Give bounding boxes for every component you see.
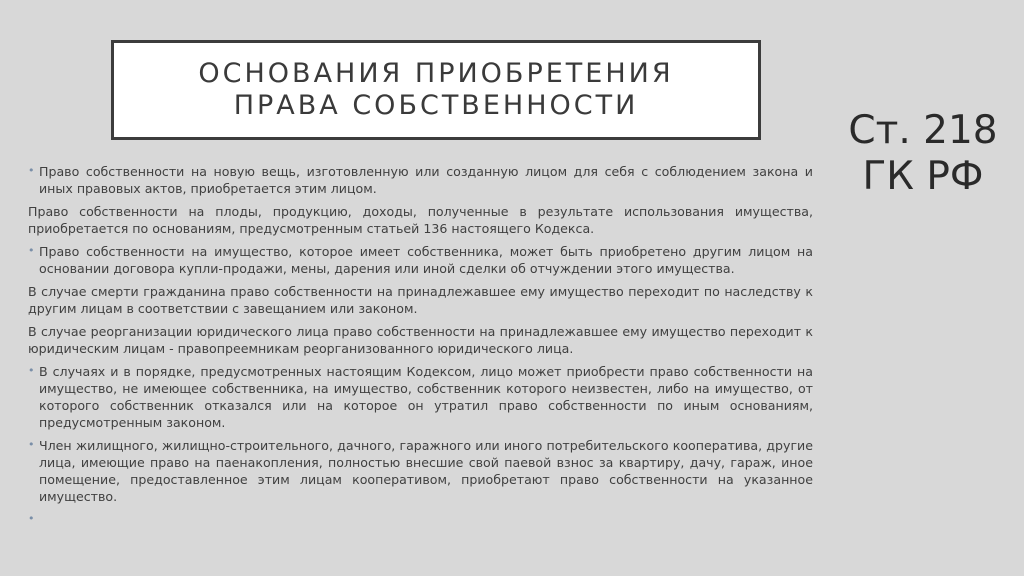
paragraph-text: Право собственности на имущество, которое имеет собственника, может быть приобретено другим лицом на основании договора купли-продажи, мены, дарения или иной сделки об отчуждении этого имущества. [39, 244, 813, 276]
bullet-icon: • [28, 364, 35, 377]
paragraph [28, 163, 813, 197]
bullet-icon: • [28, 512, 35, 525]
article-reference [838, 108, 1008, 200]
empty-bullet-item [28, 511, 813, 528]
paragraph [28, 323, 813, 357]
slide-title-line-2: ПРАВА СОБСТВЕННОСТИ [233, 90, 639, 121]
paragraph [28, 243, 813, 277]
slide-title-box [111, 40, 761, 140]
article-reference-line-2: ГК РФ [862, 154, 984, 199]
paragraph-text: В случае смерти гражданина право собственности на принадлежавшее ему имущество переходит по наследству к другим лицам в соответствии с завещанием или законом. [28, 284, 813, 316]
paragraph-text: Право собственности на новую вещь, изготовленную или созданную лицом для себя с соблюдением закона и иных правовых актов, приобретается этим лицом. [39, 164, 813, 196]
bullet-icon: • [28, 438, 35, 451]
paragraph [28, 283, 813, 317]
paragraph-text: В случае реорганизации юридического лица право собственности на принадлежавшее ему имущество переходит к юридическим лицам - правопреемникам реорганизованного юридического лица. [28, 324, 813, 356]
slide-title-line-1: ОСНОВАНИЯ ПРИОБРЕТЕНИЯ [198, 58, 674, 89]
paragraph-text: В случаях и в порядке, предусмотренных настоящим Кодексом, лицо может приобрести право собственности на имущество, не имеющее собственника, на имущество, собственник которого неизвестен, либо на имущество, от которого собственник отказался или на которое он утратил право собственности по иным основаниям, предусмотренным законом. [39, 364, 813, 430]
bullet-icon: • [28, 164, 35, 177]
slide-content [28, 163, 813, 528]
paragraph [28, 203, 813, 237]
paragraph [28, 437, 813, 505]
bullet-icon: • [28, 244, 35, 257]
paragraph [28, 363, 813, 431]
paragraph-text: Право собственности на плоды, продукцию, доходы, полученные в результате использования имущества, приобретается по основаниям, предусмотренным статьей 136 настоящего Кодекса. [28, 204, 813, 236]
article-reference-line-1: Ст. 218 [848, 108, 998, 153]
paragraph-text: Член жилищного, жилищно-строительного, дачного, гаражного или иного потребительского кооператива, другие лица, имеющие право на паенакопления, полностью внесшие свой паевой взнос за квартиру, дачу, гараж, иное помещение, предоставленное этим лицам кооперативом, приобретают право собственности на указанное имущество. [39, 438, 813, 504]
